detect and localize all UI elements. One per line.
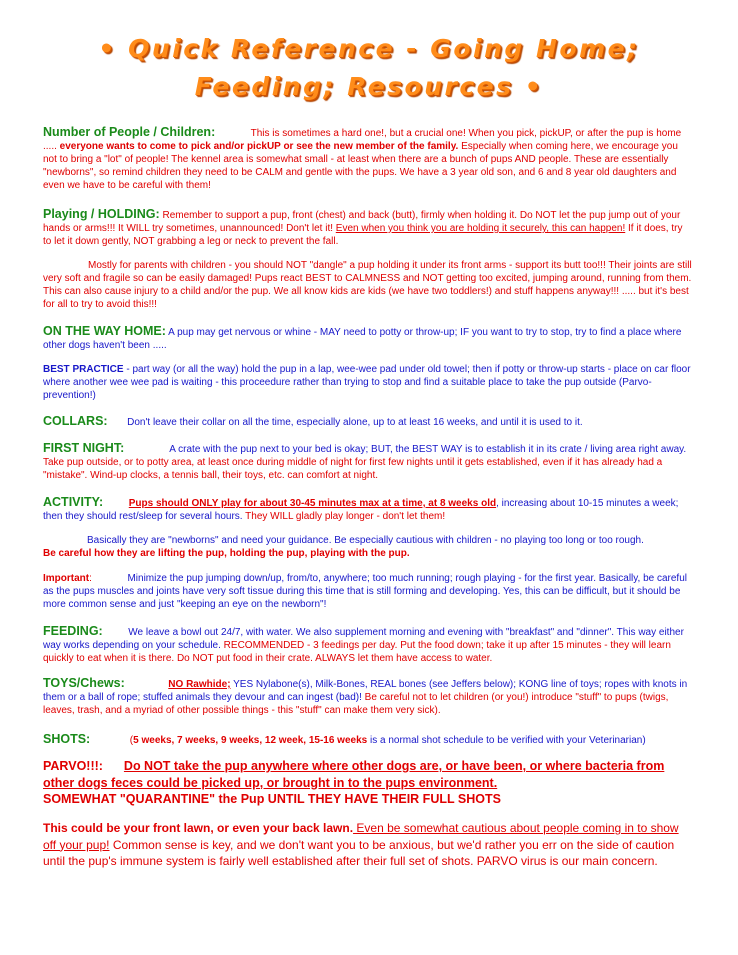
playing-heading: Playing / HOLDING: xyxy=(43,207,160,221)
activity-bold: Pups should ONLY play for about 30-45 minutes max at a time, at 8 weeks old xyxy=(128,498,497,509)
newborns-red-text: Be especially cautious with children - no playing too long or too rough. xyxy=(334,535,644,546)
shots-heading: SHOTS: xyxy=(43,732,91,746)
parents-text: Mostly for parents with children - you should NOT "dangle" a pup holding it under its front arms - support its butt too!!! Their joints are still very soft and fragile so can be easily damaged! Pups react BEST to CALMNESS and NOT getting too excited, jumping around, running from them. This can also cause injury to a child and/or the pup. We all know kids are kids (we have two toddlers!) and stuff happens anyway!!! ..... but it's best for all to try to avoid this!!! xyxy=(43,260,692,310)
lawn-bold: This could be your front lawn, or even your back lawn. xyxy=(43,821,354,835)
important-text: Minimize the pup jumping down/up, from/to, anywhere; too much running; rough playing - for the first year. Basically, be careful as the pups muscles and joints have very soft tissue during this time that is still forming and developing. Yes, this can be difficult, but it should be more common sense and just "keeping an eye on the newborn"! xyxy=(43,573,687,610)
shots-section xyxy=(43,733,693,748)
shots-text: is a normal shot schedule to be verified with your Veterinarian) xyxy=(367,735,646,746)
activity-text-1: , increasing about 10-15 minutes a week; then they should rest/sleep for several hours. xyxy=(43,498,679,522)
feeding-heading: FEEDING: xyxy=(43,624,103,638)
newborns-paragraph xyxy=(43,535,693,561)
toys-text-2: Be careful not to let children (or you!) introduce "stuff" to pups (twigs, leaves, trash, and a myriad of other possible things - this "stuff" can make them very sick). xyxy=(43,691,669,716)
people-text-1: This is sometimes a hard one!, but a crucial one! When you pick, pickUP, or after the pup is home ..... xyxy=(43,128,682,152)
page-title-line-1: • Quick Reference - Going Home; xyxy=(98,34,640,63)
feeding-text-1: We leave a bowl out 24/7, with water. We also supplement morning and evening with "breakfast" and "dinner". This way either way works depending on your schedule. xyxy=(43,627,684,651)
playing-section xyxy=(43,208,693,249)
careful-text: Be careful how they are lifting the pup, holding the pup, playing with the pup. xyxy=(43,547,410,559)
best-practice-label: BEST PRACTICE xyxy=(43,364,124,375)
page-title-line-2: Feeding; Resources • xyxy=(194,72,544,101)
onway-heading: ON THE WAY HOME: xyxy=(43,324,166,338)
parvo-section xyxy=(43,758,691,808)
playing-text-2: If it does, try to let it down gently, NOT grabbing a leg or neck to prevent the fall. xyxy=(43,222,683,247)
collars-section xyxy=(43,415,693,430)
parvo-label: PARVO!!!: xyxy=(43,759,103,773)
people-heading: Number of People / Children: xyxy=(43,125,216,139)
feeding-section xyxy=(43,625,693,666)
lawn-text: Common sense is key, and we don't want you to be anxious, but we'd rather you err on the side of caution until the pup's immune system is fairly well established after their full set of shots. PARVO virus is our main concern. xyxy=(43,837,675,868)
parvo-text: Do NOT take the pup anywhere where other dogs are, or have been, or where bacteria from other dogs feces could be picked up, or brought in to the pups environment. xyxy=(43,759,665,790)
best-practice-paragraph xyxy=(43,364,693,403)
people-text-2: Especially when coming here, we encourage you not to bring a "lot" of people! The kennel area is somewhat small - at least when there are a bunch of pups AND people. These are essentially "newborns", so remind children they need to be CALM and gentle with the pups. We have a 3 year old son, and 6 and 8 year old daughters and even we have to be careful with them! xyxy=(43,140,678,191)
shots-schedule: 5 weeks, 7 weeks, 9 weeks, 12 week, 15-16 weeks xyxy=(133,735,368,746)
collars-heading: COLLARS: xyxy=(43,414,108,428)
no-rawhide: NO Rawhide; xyxy=(168,679,231,690)
onway-section xyxy=(43,325,693,353)
activity-heading: ACTIVITY: xyxy=(43,495,104,509)
quarantine-text: SOMEWHAT "QUARANTINE" the Pup UNTIL THEY HAVE THEIR FULL SHOTS xyxy=(43,792,501,806)
toys-section xyxy=(43,677,693,718)
firstnight-heading: FIRST NIGHT: xyxy=(43,441,125,455)
playing-underline: Even when you think you are holding it securely, this can happen! xyxy=(335,222,626,234)
people-section xyxy=(43,126,693,193)
parents-paragraph xyxy=(43,260,693,312)
shots-open-paren: ( xyxy=(129,735,134,746)
collars-text: Don't leave their collar on all the time, especially alone, up to at least 16 weeks, and until it is used to it. xyxy=(127,417,583,428)
firstnight-text-2: Take pup outside, or to potty area, at least once during middle of night for first few nights until it gets established, even if it has already had a "mistake". Wind-up clocks, a tennis ball, their toys, etc. can comfort at night. xyxy=(43,456,663,481)
people-bold: everyone wants to come to pick and/or pickUP or see the new member of the family. xyxy=(59,140,459,152)
lawn-underline: Even be somewhat cautious about people coming in to show off your pup! xyxy=(43,821,679,852)
important-label: Important xyxy=(43,573,90,584)
toys-heading: TOYS/Chews: xyxy=(43,676,125,690)
playing-text-1: Remember to support a pup, front (chest) and back (butt), firmly when holding it. Do NOT let the pup jump out of your hands or arms!!! It WILL try sometimes, unannounced! Don't let it! xyxy=(43,210,681,234)
activity-section xyxy=(43,496,693,524)
activity-text-2: They WILL gladly play longer - don't let them! xyxy=(245,510,446,522)
toys-text-1: YES Nylabone(s), Milk-Bones, REAL bones (see Jeffers below); KONG line of toys; ropes with knots in them or a ball of rope; stuffed animals they devour and can ingest (bad)! xyxy=(43,679,688,703)
firstnight-section xyxy=(43,442,693,483)
onway-text: A pup may get nervous or whine - MAY need to potty or throw-up; IF you want to try to stop, try to find a place where other dogs haven't been ..... xyxy=(43,327,682,351)
best-practice-text: - part way (or all the way) hold the pup in a lap, wee-wee pad under old towel; then if potty or throw-up starts - place on car floor where another wee wee pad is waiting - this proceedure rather than trying to stop and find a suitable place to take the pup outside (Parvo-prevention!) xyxy=(43,364,691,401)
firstnight-text-1: A crate with the pup next to your bed is okay; BUT, the BEST WAY is to establish it in its crate / living area right away. xyxy=(169,444,687,455)
newborns-text: Basically they are "newborns" and need your guidance. xyxy=(87,535,335,546)
lawn-section xyxy=(43,820,691,870)
important-section: Important: Minimize the pup jumping down/up, from/to, anywhere; too much running; rough playing - for the first year. Basically, be careful as the pups muscles and joints have very soft tissue during this time that is still forming and developing. Yes, this can be difficult, but it should be more common sense and just "keeping an eye on the newborn"! xyxy=(43,573,687,610)
feeding-text-2: RECOMMENDED - 3 feedings per day. Put the food down; take it up after 15 minutes - they will learn quickly to eat when it is there. Do NOT put food in their crate. ALWAYS let them have access to water. xyxy=(43,639,671,664)
